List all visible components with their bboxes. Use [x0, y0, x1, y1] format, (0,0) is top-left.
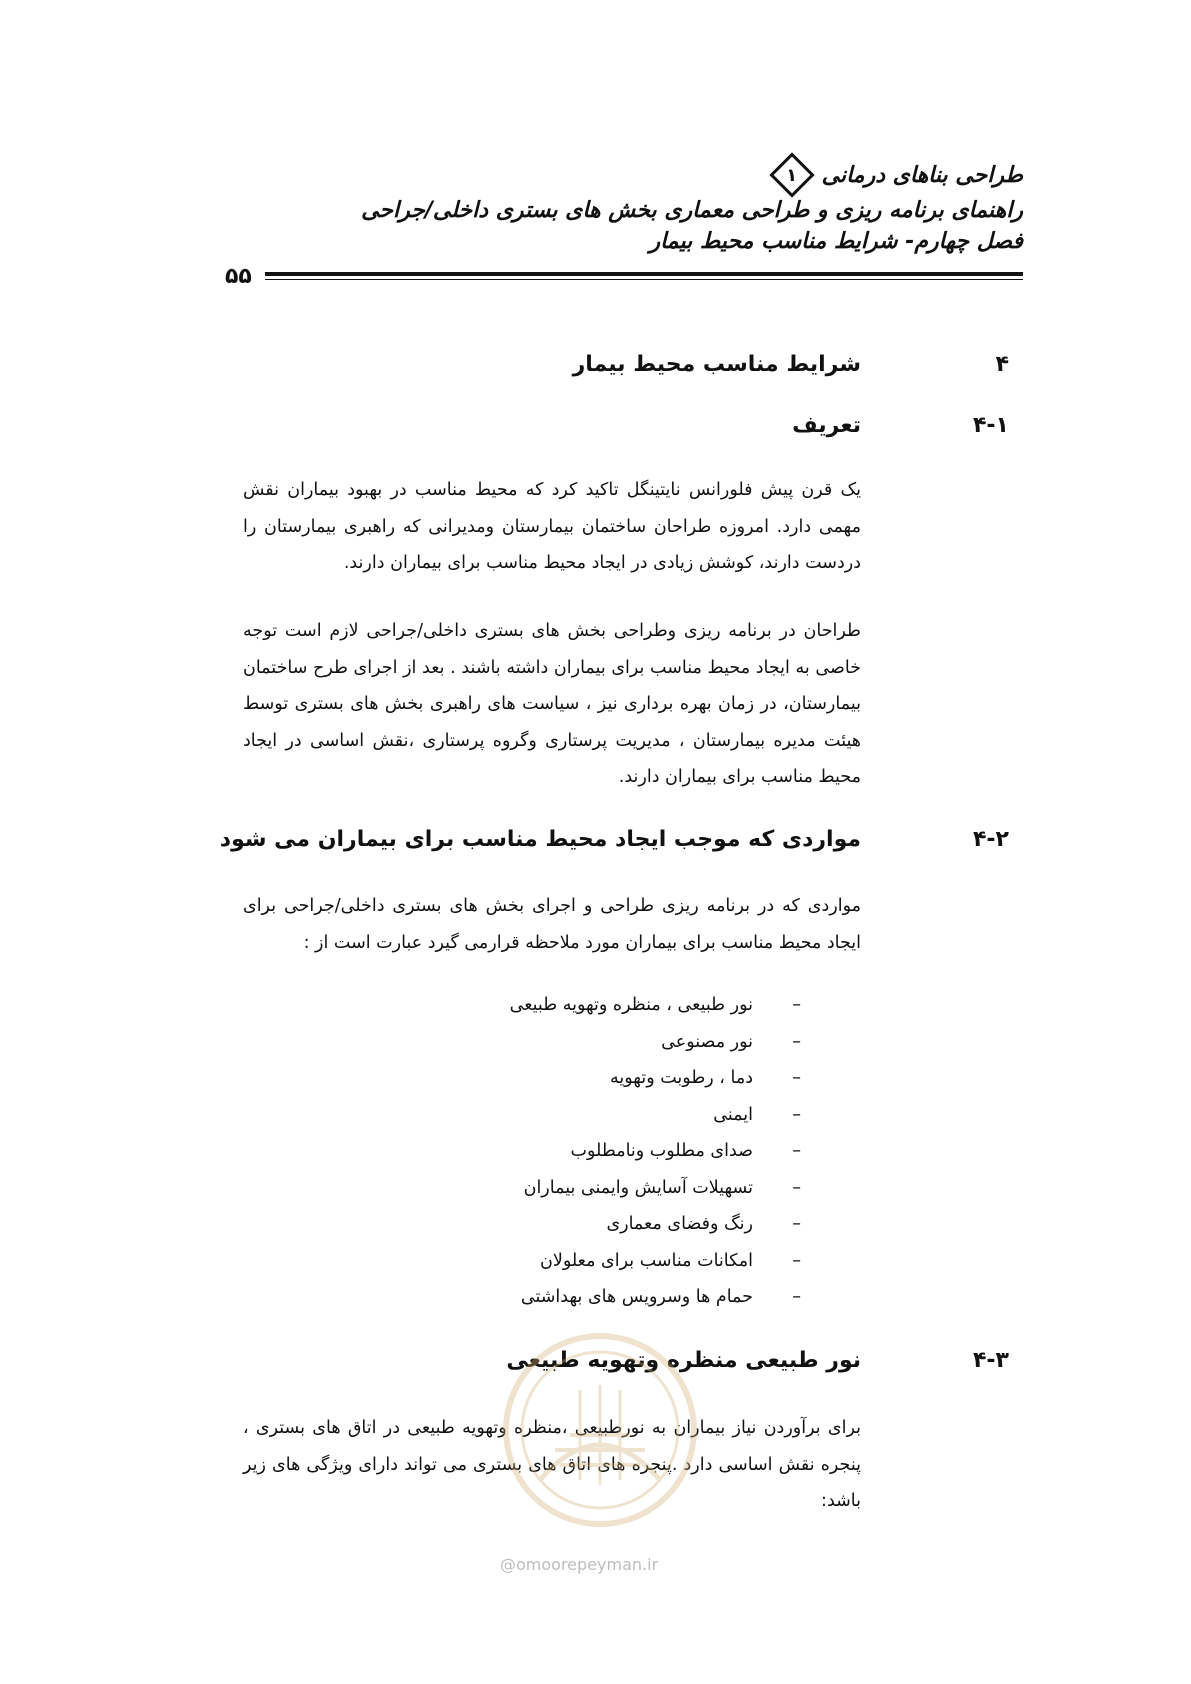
header-rule-thick	[265, 272, 1023, 276]
section-title: مواردی که موجب ایجاد محیط مناسب برای بیماران می شود	[219, 827, 861, 852]
section-number: ۴	[995, 352, 1009, 377]
header-rule	[265, 272, 1023, 284]
paragraph: برای برآوردن نیاز بیماران به نورطبیعی ،منظره وتهویه طبیعی در اتاق های بستری ، پنجره نقش اساسی دارد .پنجره های اتاق های بستری می تواند دارای ویژگی های زیر باشد:	[243, 1418, 861, 1511]
paragraph: مواردی که در برنامه ریزی طراحی و اجرای بخش های بستری داخلی/جراحی برای ایجاد محیط مناسب برای بیماران مورد ملاحظه قرارمی گیرد عبارت است از :	[243, 896, 861, 953]
list-item	[510, 1024, 801, 1061]
volume-number: ۱	[786, 164, 798, 186]
list-item	[510, 1060, 801, 1097]
list-bullet: –	[792, 1068, 801, 1088]
list-item-text: دما ، رطوبت وتهویه	[610, 1068, 753, 1088]
volume-badge	[772, 155, 812, 195]
header-rule-thin	[265, 279, 1023, 280]
section-title: شرایط مناسب محیط بیمار	[572, 352, 861, 377]
list-item	[510, 1243, 801, 1280]
series-title: طراحی بناهای درمانی	[821, 162, 1023, 188]
list-bullet: –	[792, 1214, 801, 1234]
list-item	[510, 1170, 801, 1207]
watermark-text: @omoorepeyman.ir	[500, 1555, 659, 1574]
section-title: نور طبیعی منظره وتهویه طبیعی	[506, 1348, 861, 1373]
list-item-text: امکانات مناسب برای معلولان	[540, 1250, 753, 1271]
paragraph: طراحان در برنامه ریزی وطراحی بخش های بستری داخلی/جراحی لازم است توجه خاصی به ایجاد محیط مناسب برای بیماران داشته باشند . بعد از اجرای طرح ساختمان بیمارستان، در زمان بهره برداری نیز ، سیاست های راهبری بخش های بستری توسط هیئت مدیره بیمارستان ، مدیریت پرستاری وگروه پرستاری ،نقش اساسی در ایجاد محیط مناسب برای بیماران دارند.	[243, 621, 861, 787]
factors-list	[510, 987, 801, 1316]
chapter-title: فصل چهارم- شرایط مناسب محیط بیمار	[649, 229, 1023, 254]
list-item	[510, 987, 801, 1024]
section-number: ۴-۲	[973, 827, 1009, 852]
watermark-seal	[500, 1330, 700, 1530]
list-item	[510, 1097, 801, 1134]
list-bullet: –	[792, 1177, 801, 1198]
list-item-text: حمام ها وسرویس های بهداشتی	[520, 1287, 753, 1307]
list-bullet: –	[792, 1104, 801, 1125]
list-item-text: نور مصنوعی	[661, 1031, 753, 1052]
running-header	[361, 155, 1023, 257]
section-number: ۴-۳	[973, 1348, 1009, 1373]
paragraph: یک قرن پیش فلورانس نایتینگل تاکید کرد که محیط مناسب در بهبود بیماران نقش مهمی دارد. امروزه طراحان ساختمان بیمارستان ومدیرانی که راهبری بیمارستان را دردست دارند، کوشش زیادی در ایجاد محیط مناسب برای بیماران دارند.	[243, 480, 861, 573]
list-item-text: ایمنی	[713, 1104, 753, 1125]
list-item	[510, 1279, 801, 1316]
section-title: تعریف	[792, 413, 861, 438]
series-title-line	[361, 155, 1023, 195]
list-bullet: –	[792, 1141, 801, 1161]
list-item	[510, 1206, 801, 1243]
list-item	[510, 1133, 801, 1170]
list-item-text: صدای مطلوب ونامطلوب	[570, 1141, 753, 1161]
page-number: ۵۵	[225, 264, 252, 289]
list-item-text: تسهیلات آسایش وایمنی بیماران	[523, 1177, 753, 1198]
list-bullet: –	[792, 1031, 801, 1052]
list-bullet: –	[792, 1250, 801, 1271]
section-number: ۴-۱	[973, 413, 1009, 438]
list-bullet: –	[792, 995, 801, 1015]
list-bullet: –	[792, 1287, 801, 1307]
list-item-text: رنگ وفضای معماری	[606, 1214, 753, 1234]
book-title: راهنمای برنامه ریزی و طراحی معماری بخش های بستری داخلی/جراحی	[361, 198, 1023, 223]
list-item-text: نور طبیعی ، منظره وتهویه طبیعی	[509, 995, 753, 1015]
